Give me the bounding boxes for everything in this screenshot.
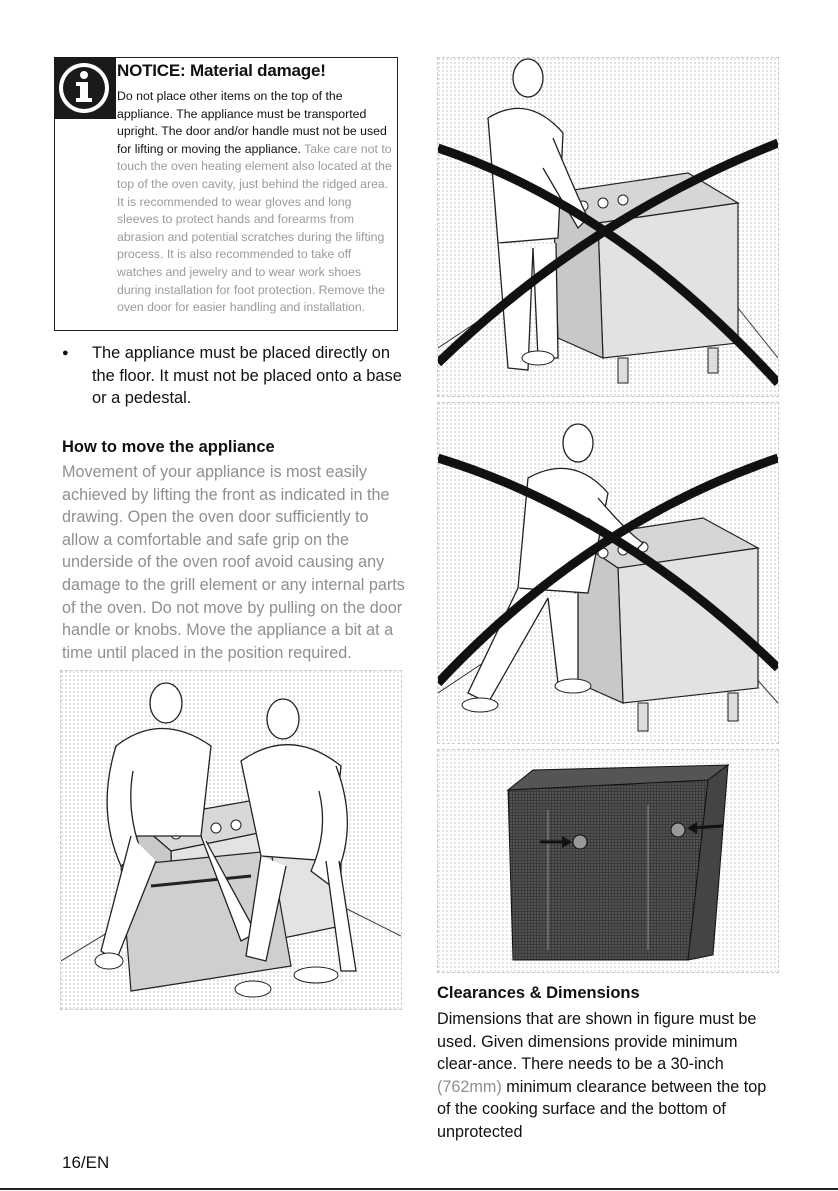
incorrect-lift-illustration-1 (438, 58, 778, 396)
move-heading: How to move the appliance (62, 438, 275, 456)
move-paragraph: Movement of your appliance is most easily achieved by lifting the front as indicated in the drawing. Open the oven door sufficiently to allow a comfortable and safe grip on the underside of the oven roof avoid causing any damage to the grill element or any internal parts of the oven. Do not move by pulling on the door handle or knobs. Move the appliance a bit at a time until placed in the position required. (62, 463, 405, 662)
figure-two-person-lift (60, 670, 402, 1010)
notice-body (117, 88, 395, 317)
figure-incorrect-lift-2 (437, 402, 779, 744)
bottom-divider (0, 1188, 838, 1190)
clearances-paragraph (437, 1008, 782, 1144)
clearances-metric: (762mm) (437, 1077, 502, 1096)
clearances-heading: Clearances & Dimensions (437, 984, 640, 1002)
oven-rear-illustration (438, 750, 778, 972)
bullet-text: The appliance must be placed directly on the floor. It must not be placed onto a base or a pedestal. (92, 344, 402, 407)
info-icon (54, 57, 116, 119)
notice-body-primary: Do not place other items on the top of the appliance. The appliance must be transported upright. The door and/or handle must not be used for lifting or moving the appliance. (117, 89, 387, 156)
notice-title: NOTICE: Material damage! (117, 61, 326, 80)
figure-incorrect-lift-1 (437, 57, 779, 397)
notice-body-secondary: Take care not to touch the oven heating element also located at the top of the oven cavity, just behind the ridged area. It is recommended to wear gloves and long sleeves to protect hands and forearms from abrasion and potential scratches during the lifting process. It is also recommended to take off watches and jewelry and to wear work shoes during installation for foot protection. Remove the oven door for easier handling and installation. (117, 141, 392, 315)
clearances-text-part1: Dimensions that are shown in figure must be used. Given dimensions provide minimum clear-ance. There needs to be a 30-inch (437, 1010, 757, 1074)
page-number: 16/EN (62, 1153, 110, 1172)
figure-oven-rear-view (437, 749, 779, 973)
bullet-symbol: ● (62, 347, 69, 359)
incorrect-lift-illustration-2 (438, 403, 778, 743)
two-person-lift-illustration (61, 671, 401, 1009)
clearances-text-part2: minimum clearance between the top of the cooking surface and the bottom of unprotected (437, 1077, 767, 1141)
